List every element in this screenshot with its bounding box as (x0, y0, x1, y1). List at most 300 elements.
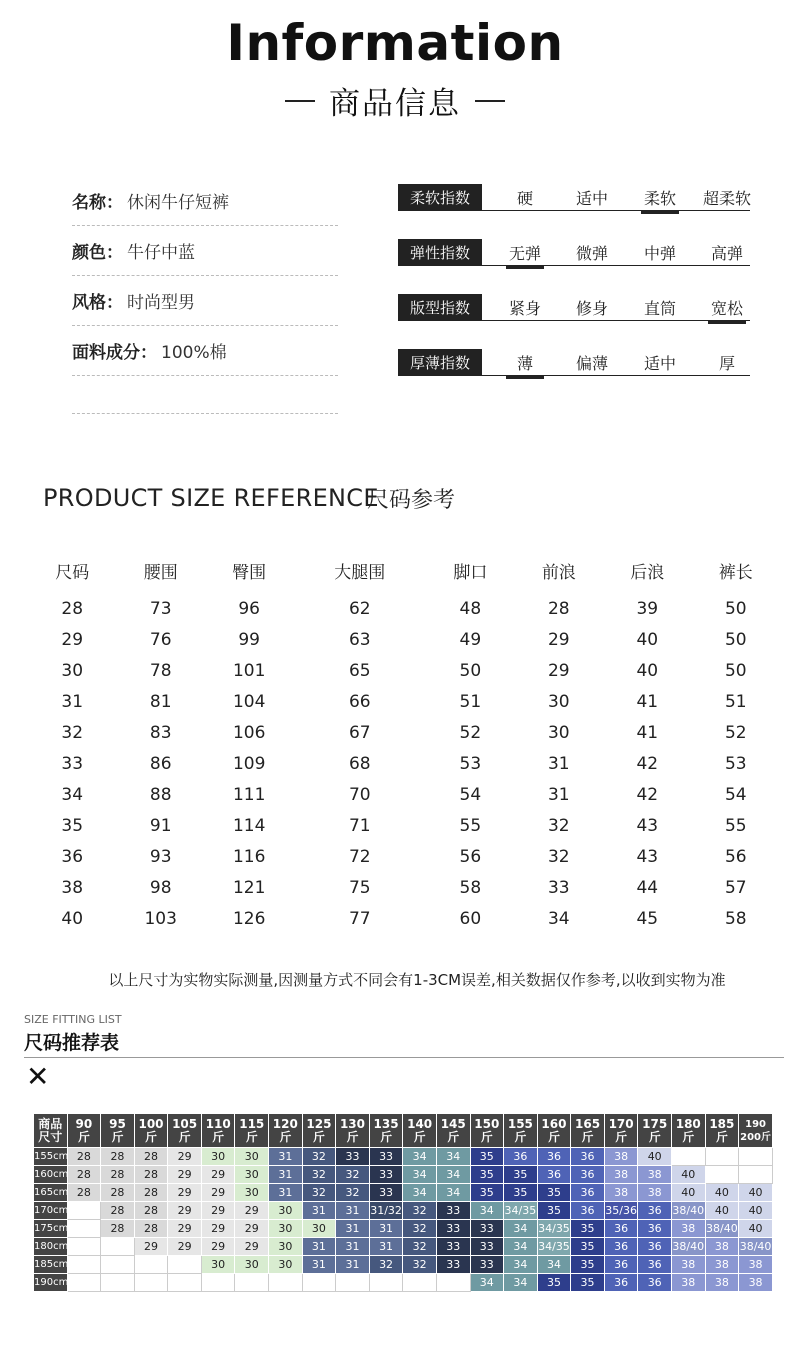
fitting-cell: 36 (604, 1256, 638, 1274)
fitting-weight-header (705, 1114, 739, 1148)
size-table-cell: 106 (232, 722, 266, 743)
weight-unit: 200斤 (740, 1131, 771, 1143)
size-table-cell: 44 (636, 877, 659, 898)
fitting-cell: 36 (537, 1148, 571, 1166)
weight-value: 125 (306, 1116, 332, 1131)
fitting-cell: 29 (201, 1166, 235, 1184)
fitting-cell: 35 (504, 1184, 538, 1202)
size-table-cell: 109 (232, 753, 266, 774)
fitting-cell: 31 (269, 1148, 303, 1166)
info-row-color (72, 226, 338, 276)
fitting-cell: 29 (201, 1238, 235, 1256)
fitting-cell: 30 (235, 1148, 269, 1166)
weight-value: 135 (373, 1116, 399, 1131)
fitting-cell: 33 (436, 1238, 470, 1256)
fitting-divider (24, 1057, 784, 1058)
fitting-cell (739, 1166, 773, 1184)
fitting-cell: 30 (201, 1148, 235, 1166)
fitting-row (34, 1256, 773, 1274)
fitting-cell: 34 (436, 1166, 470, 1184)
size-table-cell: 33 (547, 877, 570, 898)
fitting-cell: 29 (168, 1202, 202, 1220)
size-table-cell: 34 (61, 784, 84, 805)
fitting-cell (201, 1274, 235, 1292)
fitting-cell: 31 (369, 1220, 403, 1238)
index-baseline (398, 375, 750, 376)
index-option: 柔软 (627, 186, 693, 209)
weight-value: 175 (642, 1116, 668, 1131)
info-value: 休闲牛仔短裤 (127, 193, 229, 213)
fitting-cell: 31 (269, 1166, 303, 1184)
fitting-weight-header (571, 1114, 605, 1148)
size-table-cell: 53 (459, 753, 482, 774)
size-table-cell: 121 (232, 877, 266, 898)
size-table-cell: 50 (724, 598, 747, 619)
size-table-cell: 66 (348, 691, 371, 712)
fitting-cell: 28 (101, 1148, 135, 1166)
fitting-corner-bottom: 尺寸 (38, 1129, 63, 1144)
fitting-cell: 28 (134, 1184, 168, 1202)
size-table-cell: 52 (724, 722, 747, 743)
fitting-cell: 30 (302, 1220, 336, 1238)
weight-unit: 斤 (380, 1129, 393, 1144)
fitting-header-row (34, 1114, 773, 1148)
size-table-cell: 99 (238, 629, 260, 650)
index-option: 直筒 (643, 299, 676, 318)
fitting-cell: 34 (470, 1202, 504, 1220)
size-table-cell: 41 (636, 691, 659, 712)
weight-value: 100 (138, 1116, 164, 1131)
fitting-cell: 38 (705, 1238, 739, 1256)
fitting-row (34, 1238, 773, 1256)
index-row (398, 290, 750, 345)
fitting-cell (705, 1166, 739, 1184)
fitting-cell (67, 1220, 101, 1238)
weight-unit: 斤 (615, 1129, 628, 1144)
size-table-cell: 126 (232, 908, 266, 929)
size-table-cell: 55 (459, 815, 482, 836)
fitting-cell: 38 (604, 1148, 638, 1166)
size-table-row (28, 748, 780, 779)
size-table-cell: 48 (459, 598, 482, 619)
fitting-weight-header (638, 1114, 672, 1148)
fitting-cell: 29 (201, 1220, 235, 1238)
size-table-cell: 71 (348, 815, 371, 836)
index-row (398, 180, 750, 235)
size-table-cell: 54 (724, 784, 747, 805)
subtitle-text: 商品信息 (329, 86, 461, 122)
size-table-cell: 50 (459, 660, 482, 681)
fitting-cell: 40 (739, 1220, 773, 1238)
fitting-cell: 33 (369, 1184, 403, 1202)
index-row (398, 235, 750, 290)
fitting-cell: 33 (336, 1148, 370, 1166)
fitting-cell: 29 (201, 1202, 235, 1220)
size-table-cell: 78 (149, 660, 172, 681)
size-table-cell: 53 (724, 753, 747, 774)
fitting-cell: 35 (571, 1256, 605, 1274)
fitting-cell: 38 (638, 1184, 672, 1202)
fitting-height-label: 175cm (34, 1220, 68, 1238)
fitting-corner-top: 商品 (38, 1116, 63, 1131)
fitting-cell: 28 (101, 1184, 135, 1202)
fitting-weight-header (101, 1114, 135, 1148)
index-label: 弹性指数 (398, 239, 482, 265)
size-table-cell: 29 (547, 629, 570, 650)
size-table-cell: 33 (61, 753, 84, 774)
size-column-header: 大腿围 (334, 563, 386, 583)
fitting-cell: 38/40 (739, 1238, 773, 1256)
fitting-cell: 30 (235, 1166, 269, 1184)
size-table-cell: 32 (547, 846, 570, 867)
close-icon[interactable]: ✕ (26, 1060, 50, 1093)
weight-value: 155 (507, 1116, 533, 1131)
info-value: 牛仔中蓝 (127, 243, 195, 263)
fitting-cell: 38 (739, 1274, 773, 1292)
fitting-cell: 30 (269, 1220, 303, 1238)
index-option: 适中 (643, 354, 676, 373)
fitting-cell: 38 (705, 1256, 739, 1274)
fitting-cell: 31/32 (369, 1202, 403, 1220)
fitting-height-label: 190cm (34, 1274, 68, 1292)
fitting-cell: 30 (235, 1184, 269, 1202)
fitting-cell (67, 1202, 101, 1220)
size-table-row (28, 841, 780, 872)
fitting-cell: 35/36 (604, 1202, 638, 1220)
fitting-corner-header (34, 1114, 68, 1148)
fitting-weight-header (67, 1114, 101, 1148)
size-reference-table (28, 548, 780, 934)
fitting-cell (67, 1274, 101, 1292)
size-table-cell: 98 (149, 877, 172, 898)
fitting-weight-header (403, 1114, 437, 1148)
size-table-cell: 81 (149, 691, 172, 712)
fitting-cell: 34 (504, 1238, 538, 1256)
weight-unit: 斤 (413, 1129, 426, 1144)
fitting-cell: 32 (403, 1202, 437, 1220)
weight-unit: 斤 (514, 1129, 527, 1144)
size-table-cell: 73 (149, 598, 172, 619)
fitting-cell: 29 (235, 1238, 269, 1256)
size-table-cell: 43 (636, 815, 659, 836)
index-label: 厚薄指数 (398, 349, 482, 375)
fitting-cell: 33 (369, 1166, 403, 1184)
index-option: 适中 (575, 189, 608, 208)
fitting-cell: 36 (638, 1202, 672, 1220)
size-table-cell: 60 (459, 908, 482, 929)
weight-value: 115 (239, 1116, 265, 1131)
fitting-cell: 34/35 (537, 1238, 571, 1256)
size-table-cell: 42 (636, 784, 659, 805)
fitting-cell: 28 (134, 1220, 168, 1238)
weight-unit: 斤 (111, 1129, 124, 1144)
size-table-cell: 28 (61, 598, 84, 619)
weight-unit: 斤 (547, 1129, 560, 1144)
info-key: 风格： (72, 293, 123, 313)
fitting-cell: 28 (101, 1166, 135, 1184)
size-table-cell: 77 (348, 908, 371, 929)
fitting-cell: 28 (101, 1220, 135, 1238)
fitting-cell: 38 (705, 1274, 739, 1292)
fitting-cell: 38 (604, 1166, 638, 1184)
weight-value: 165 (575, 1116, 601, 1131)
fitting-height-label: 155cm (34, 1148, 68, 1166)
size-table-cell: 45 (636, 908, 659, 929)
size-table-header (28, 548, 780, 593)
fitting-cell: 28 (134, 1202, 168, 1220)
fitting-cell: 34 (537, 1256, 571, 1274)
fitting-cell: 29 (168, 1166, 202, 1184)
fitting-cell: 40 (671, 1166, 705, 1184)
fitting-cell: 30 (269, 1238, 303, 1256)
fitting-cell: 35 (470, 1166, 504, 1184)
fitting-weight-header (168, 1114, 202, 1148)
weight-unit: 斤 (145, 1129, 158, 1144)
fitting-weight-header (739, 1114, 773, 1148)
weight-unit: 斤 (715, 1129, 728, 1144)
subtitle (0, 78, 790, 123)
fitting-cell: 36 (571, 1166, 605, 1184)
size-table-row (28, 810, 780, 841)
fitting-cell: 30 (269, 1202, 303, 1220)
size-table-cell: 30 (61, 660, 84, 681)
size-column-header: 腰围 (143, 563, 178, 583)
size-table-cell: 70 (348, 784, 371, 805)
info-value: 时尚型男 (127, 293, 195, 313)
fitting-weight-header (302, 1114, 336, 1148)
fitting-cell: 34 (436, 1184, 470, 1202)
weight-value: 170 (608, 1116, 634, 1131)
size-table-cell: 76 (149, 629, 172, 650)
fitting-cell (269, 1274, 303, 1292)
weight-unit: 斤 (245, 1129, 258, 1144)
fitting-cell (336, 1274, 370, 1292)
fitting-cell: 30 (235, 1256, 269, 1274)
weight-value: 145 (440, 1116, 466, 1131)
fitting-cell: 40 (705, 1202, 739, 1220)
fitting-cell: 29 (235, 1220, 269, 1238)
fitting-height-label: 165cm (34, 1184, 68, 1202)
weight-value: 130 (339, 1116, 366, 1131)
index-option: 修身 (575, 299, 608, 318)
weight-value: 185 (709, 1116, 735, 1131)
fitting-cell: 38 (671, 1220, 705, 1238)
size-table-cell: 58 (459, 877, 482, 898)
fitting-cell: 35 (470, 1184, 504, 1202)
size-table-cell: 40 (636, 629, 659, 650)
fitting-weight-header (470, 1114, 504, 1148)
fitting-cell: 29 (134, 1238, 168, 1256)
info-key: 面料成分： (72, 343, 157, 363)
fitting-cell: 35 (537, 1274, 571, 1292)
info-value: 100%棉 (161, 343, 227, 363)
fitting-cell: 34 (436, 1148, 470, 1166)
fitting-cell (101, 1238, 135, 1256)
size-column-header: 脚口 (453, 563, 488, 583)
weight-value: 105 (172, 1116, 198, 1131)
page-title: Information (226, 14, 564, 72)
fitting-cell (67, 1238, 101, 1256)
info-row-name (72, 176, 338, 226)
size-table-cell: 91 (149, 815, 172, 836)
fitting-cell: 34 (504, 1256, 538, 1274)
fitting-cell: 40 (638, 1148, 672, 1166)
weight-unit: 斤 (178, 1129, 191, 1144)
weight-value: 110 (205, 1116, 231, 1131)
fitting-cell: 32 (336, 1166, 370, 1184)
weight-value: 95 (109, 1116, 126, 1131)
fitting-cell: 36 (638, 1274, 672, 1292)
fitting-cell: 36 (638, 1220, 672, 1238)
weight-unit: 斤 (648, 1129, 661, 1144)
fitting-title-cn: 尺码推荐表 (24, 1032, 120, 1054)
size-table-cell: 65 (348, 660, 371, 681)
fitting-cell: 36 (604, 1274, 638, 1292)
size-table-cell: 36 (61, 846, 84, 867)
size-table-cell: 83 (149, 722, 172, 743)
size-table-cell: 41 (636, 722, 659, 743)
fitting-cell: 34/35 (504, 1202, 538, 1220)
fitting-height-label: 170cm (34, 1202, 68, 1220)
size-table-row (28, 903, 780, 934)
fitting-cell: 33 (470, 1238, 504, 1256)
size-table-row (28, 624, 780, 655)
size-column-header: 尺码 (55, 563, 90, 583)
size-table-row (28, 717, 780, 748)
fitting-weight-header (134, 1114, 168, 1148)
fitting-cell: 32 (369, 1256, 403, 1274)
size-table-cell: 32 (547, 815, 570, 836)
fitting-cell: 32 (302, 1148, 336, 1166)
index-option: 薄 (492, 351, 558, 374)
fitting-cell (134, 1274, 168, 1292)
size-table-cell: 29 (547, 660, 570, 681)
size-table-row (28, 872, 780, 903)
fitting-cell: 38 (671, 1256, 705, 1274)
fitting-cell (134, 1256, 168, 1274)
fitting-cell: 34 (403, 1184, 437, 1202)
size-table-cell: 55 (724, 815, 747, 836)
size-table-cell: 50 (724, 660, 747, 681)
fitting-cell: 34 (403, 1148, 437, 1166)
size-table-cell: 75 (348, 877, 371, 898)
weight-unit: 斤 (312, 1129, 325, 1144)
size-column-header: 臀围 (232, 563, 267, 583)
size-table-cell: 29 (61, 629, 84, 650)
fitting-cell: 36 (537, 1166, 571, 1184)
fitting-cell: 36 (604, 1220, 638, 1238)
fitting-cell (67, 1256, 101, 1274)
size-table-row (28, 779, 780, 810)
fitting-body (34, 1148, 773, 1292)
size-table-cell: 62 (348, 598, 371, 619)
fitting-cell: 30 (269, 1256, 303, 1274)
size-column-header: 裤长 (718, 563, 753, 583)
size-table-cell: 28 (547, 598, 570, 619)
info-key: 名称： (72, 193, 123, 213)
fitting-cell: 35 (571, 1274, 605, 1292)
index-baseline (398, 320, 750, 321)
fitting-cell: 36 (504, 1148, 538, 1166)
weight-unit: 斤 (480, 1129, 493, 1144)
fitting-cell (101, 1256, 135, 1274)
fitting-cell (436, 1274, 470, 1292)
fitting-cell: 31 (336, 1202, 370, 1220)
size-table-cell: 63 (348, 629, 371, 650)
fitting-cell: 35 (571, 1238, 605, 1256)
index-option: 无弹 (492, 241, 558, 264)
size-table-cell: 103 (144, 908, 177, 929)
index-option: 厚 (718, 354, 735, 373)
fitting-cell: 36 (638, 1238, 672, 1256)
fitting-cell: 31 (302, 1238, 336, 1256)
fitting-weight-header (336, 1114, 370, 1148)
index-baseline (398, 265, 750, 266)
fitting-cell: 29 (168, 1220, 202, 1238)
fitting-cell (671, 1148, 705, 1166)
fitting-weight-header (537, 1114, 571, 1148)
size-table-cell: 68 (348, 753, 371, 774)
fitting-cell: 36 (571, 1202, 605, 1220)
fitting-cell: 29 (168, 1148, 202, 1166)
size-table-cell: 86 (149, 753, 172, 774)
size-table-cell: 32 (61, 722, 84, 743)
size-table-cell: 30 (547, 691, 570, 712)
fitting-cell: 31 (369, 1238, 403, 1256)
fitting-weight-header (235, 1114, 269, 1148)
size-table-cell: 30 (547, 722, 570, 743)
fitting-cell: 33 (436, 1256, 470, 1274)
fitting-cell (739, 1148, 773, 1166)
size-column-header: 前浪 (541, 563, 576, 583)
size-table-cell: 35 (61, 815, 84, 836)
fitting-cell (403, 1274, 437, 1292)
fitting-row (34, 1274, 773, 1292)
fitting-height-label: 180cm (34, 1238, 68, 1256)
fitting-cell: 40 (739, 1202, 773, 1220)
info-row-fabric (72, 326, 338, 376)
fitting-cell: 28 (134, 1148, 168, 1166)
size-table-row (28, 686, 780, 717)
fitting-cell: 36 (638, 1256, 672, 1274)
size-table-cell: 104 (232, 691, 266, 712)
size-table-cell: 57 (724, 877, 747, 898)
divider-right (475, 100, 505, 102)
size-table-cell: 31 (61, 691, 84, 712)
fitting-cell: 28 (67, 1148, 101, 1166)
size-table-cell: 51 (724, 691, 747, 712)
fitting-cell: 35 (571, 1220, 605, 1238)
size-table-cell: 72 (348, 846, 371, 867)
fitting-cell: 36 (604, 1238, 638, 1256)
fitting-cell: 29 (201, 1184, 235, 1202)
size-table-cell: 40 (61, 908, 84, 929)
size-fitting-table (33, 1113, 773, 1292)
fitting-cell: 31 (269, 1184, 303, 1202)
fitting-cell: 29 (235, 1202, 269, 1220)
index-baseline (398, 210, 750, 211)
weight-unit: 斤 (212, 1129, 225, 1144)
fitting-cell: 38 (671, 1274, 705, 1292)
fitting-cell: 28 (101, 1202, 135, 1220)
index-option: 中弹 (643, 244, 676, 263)
fitting-cell: 40 (739, 1184, 773, 1202)
fitting-cell: 35 (537, 1184, 571, 1202)
weight-value: 190 (745, 1118, 766, 1130)
size-table-cell: 31 (547, 784, 570, 805)
weight-value: 180 (675, 1116, 701, 1131)
fitting-cell: 34 (504, 1274, 538, 1292)
